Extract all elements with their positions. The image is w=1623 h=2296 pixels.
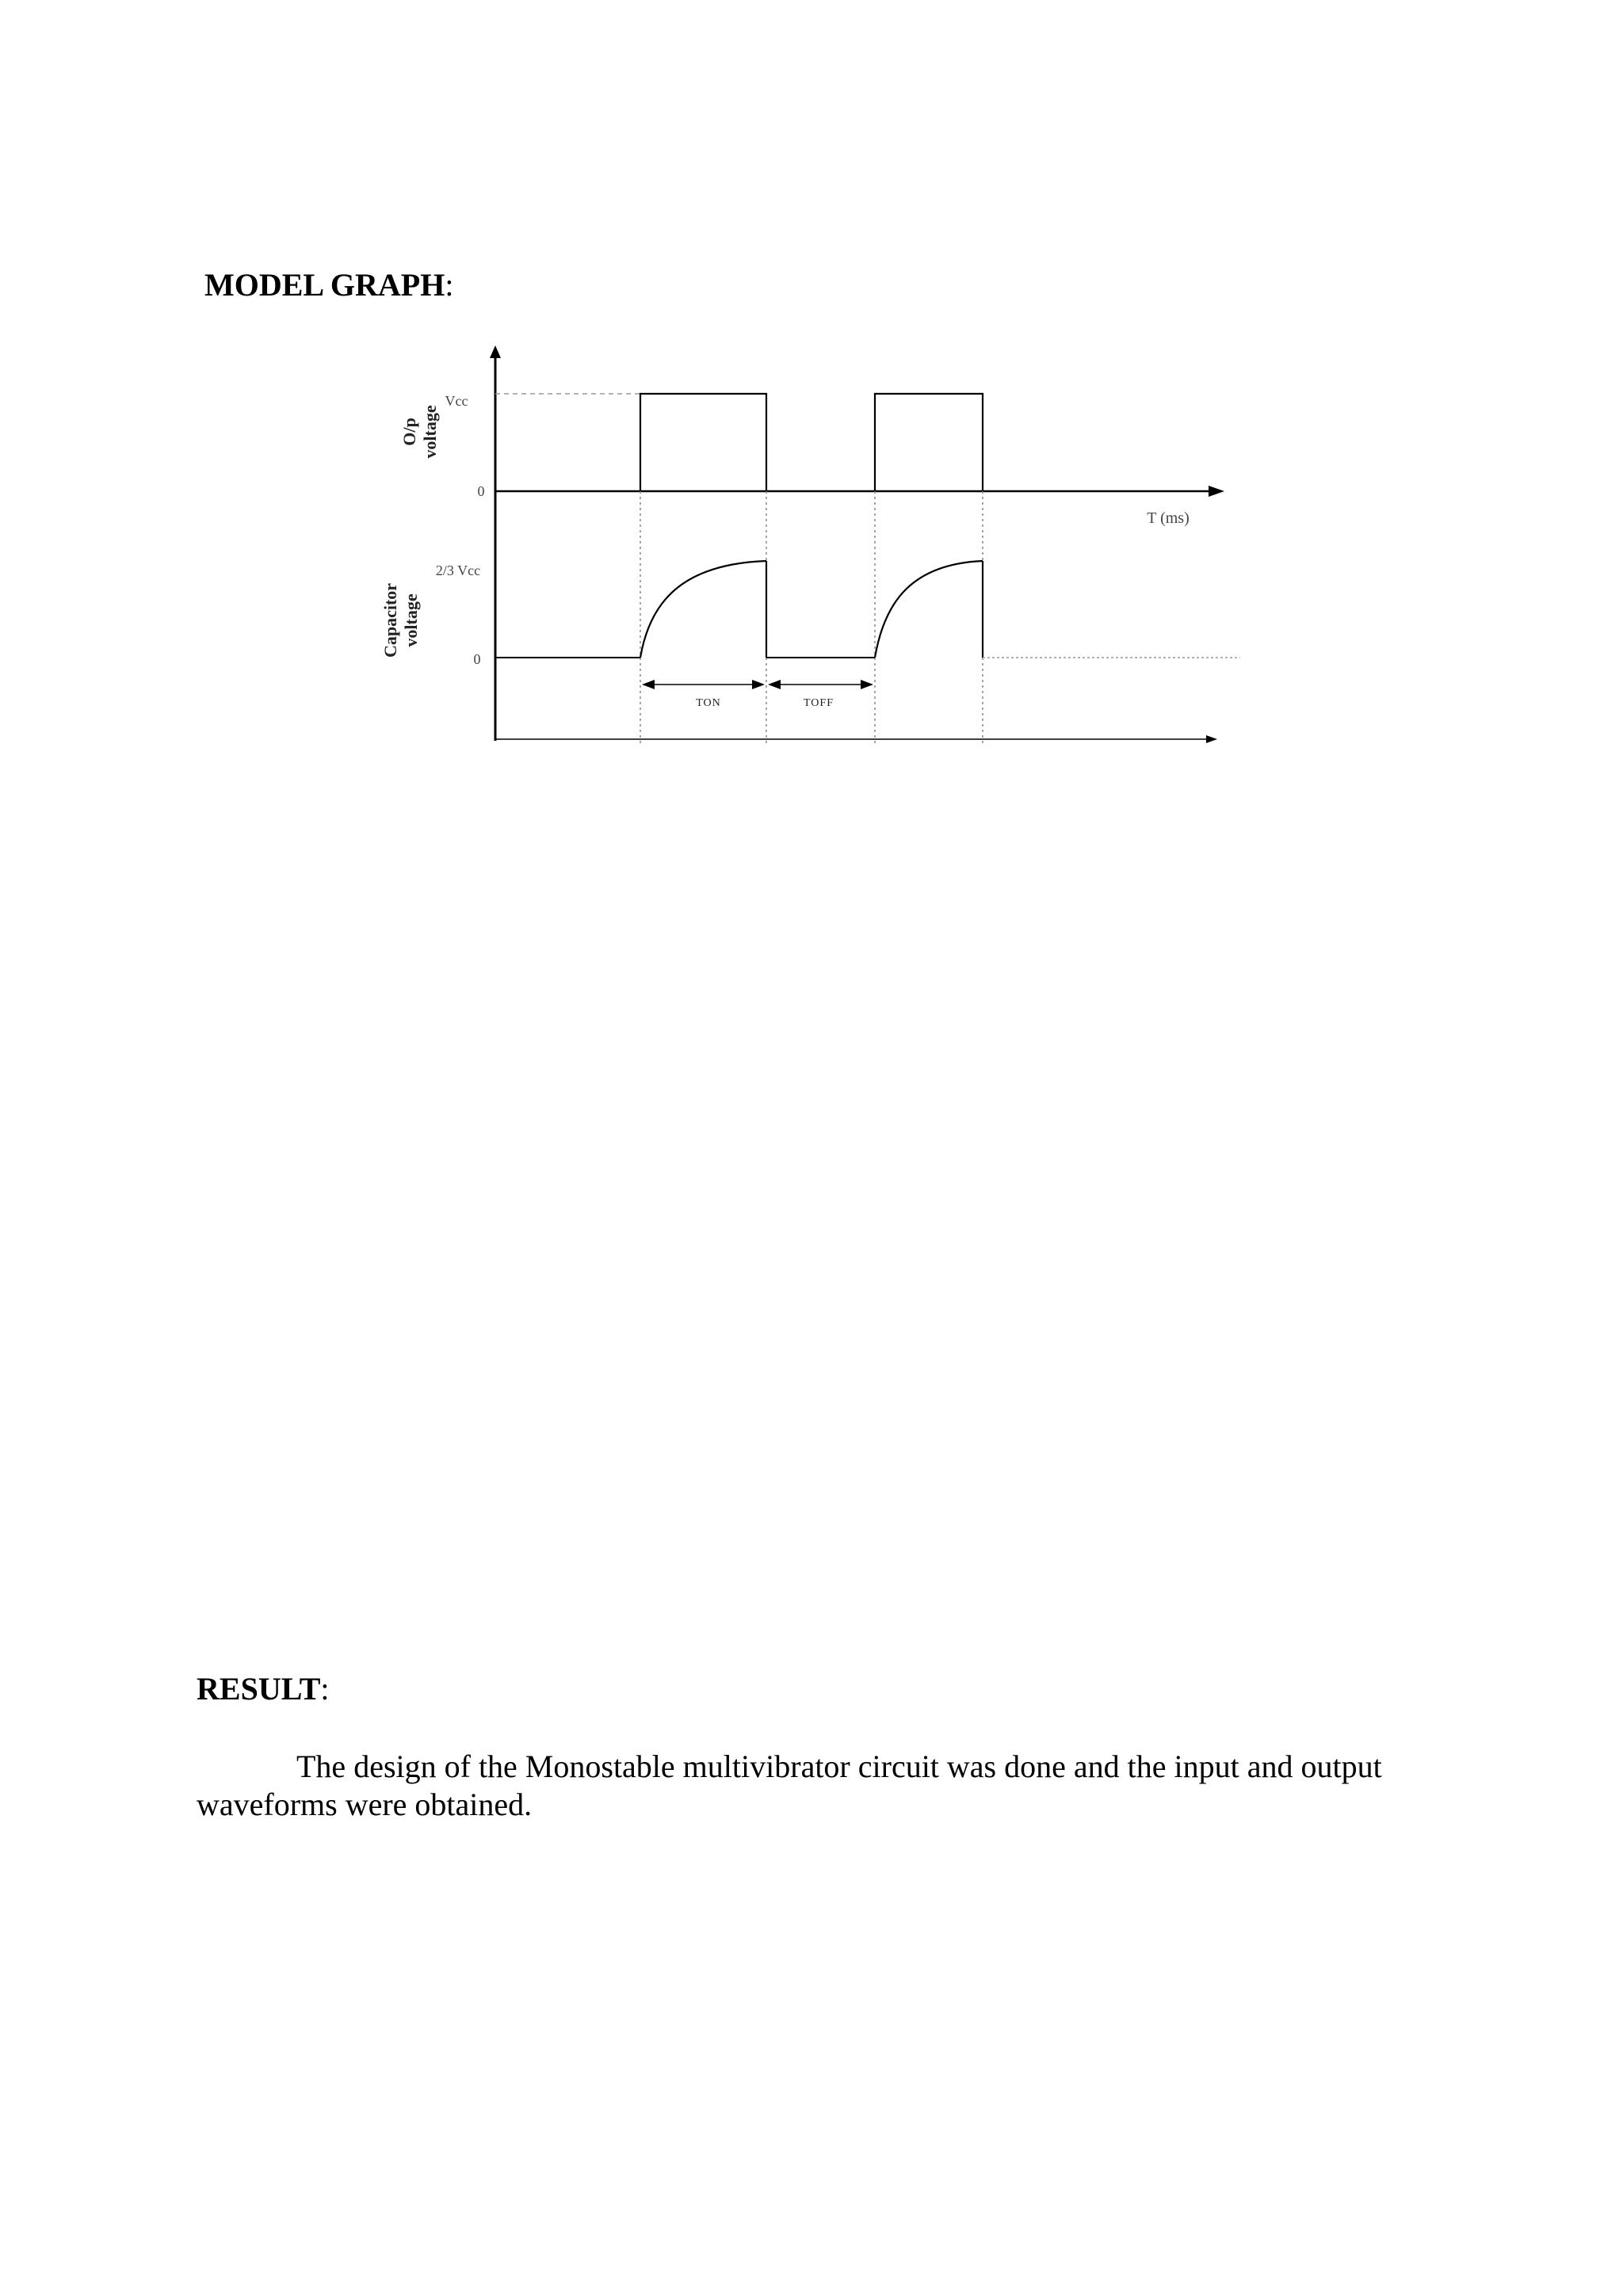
capacitor-zero-tick-label: 0	[473, 651, 481, 667]
vcc-tick-label: Vcc	[445, 393, 468, 409]
result-line-1: The design of the Monostable multivibrator circuit was done and the input and output	[296, 1749, 1382, 1784]
t-off-label: TOFF	[804, 697, 834, 709]
two-thirds-vcc-tick-label: 2/3 Vcc	[435, 563, 481, 578]
result-heading-text: RESULT	[197, 1671, 321, 1707]
capacitor-voltage-axis-label	[380, 583, 421, 658]
output-label-line2: voltage	[420, 405, 440, 459]
t-on-label: TON	[696, 697, 721, 709]
t-off-arrow-right	[861, 680, 873, 689]
output-pulse-2	[875, 394, 983, 491]
output-pulse-1	[640, 394, 766, 491]
time-axis-label: T (ms)	[1147, 509, 1190, 527]
result-line-2: waveforms were obtained.	[197, 1787, 533, 1822]
output-zero-tick-label: 0	[477, 483, 485, 499]
output-voltage-axis-label	[399, 405, 440, 458]
y-axis-arrow	[490, 345, 501, 358]
result-heading	[197, 1670, 330, 1708]
result-heading-colon: :	[320, 1671, 330, 1707]
model-graph-heading-colon: :	[445, 267, 454, 303]
capacitor-charge-curve-2	[875, 561, 983, 658]
time-axis-arrow	[1209, 486, 1224, 497]
bottom-axis-arrow	[1206, 735, 1217, 743]
t-on-arrow-right	[752, 680, 765, 689]
result-paragraph	[197, 1748, 1449, 1824]
t-off-arrow-left	[768, 680, 781, 689]
t-on-arrow-left	[642, 680, 655, 689]
capacitor-charge-curve-1	[640, 561, 766, 658]
capacitor-label-line2: voltage	[401, 593, 421, 647]
capacitor-label-line1: Capacitor	[380, 582, 400, 658]
model-graph-heading	[204, 266, 453, 304]
output-label-line1: O/p	[399, 418, 419, 446]
model-graph-heading-text: MODEL GRAPH	[204, 267, 445, 303]
